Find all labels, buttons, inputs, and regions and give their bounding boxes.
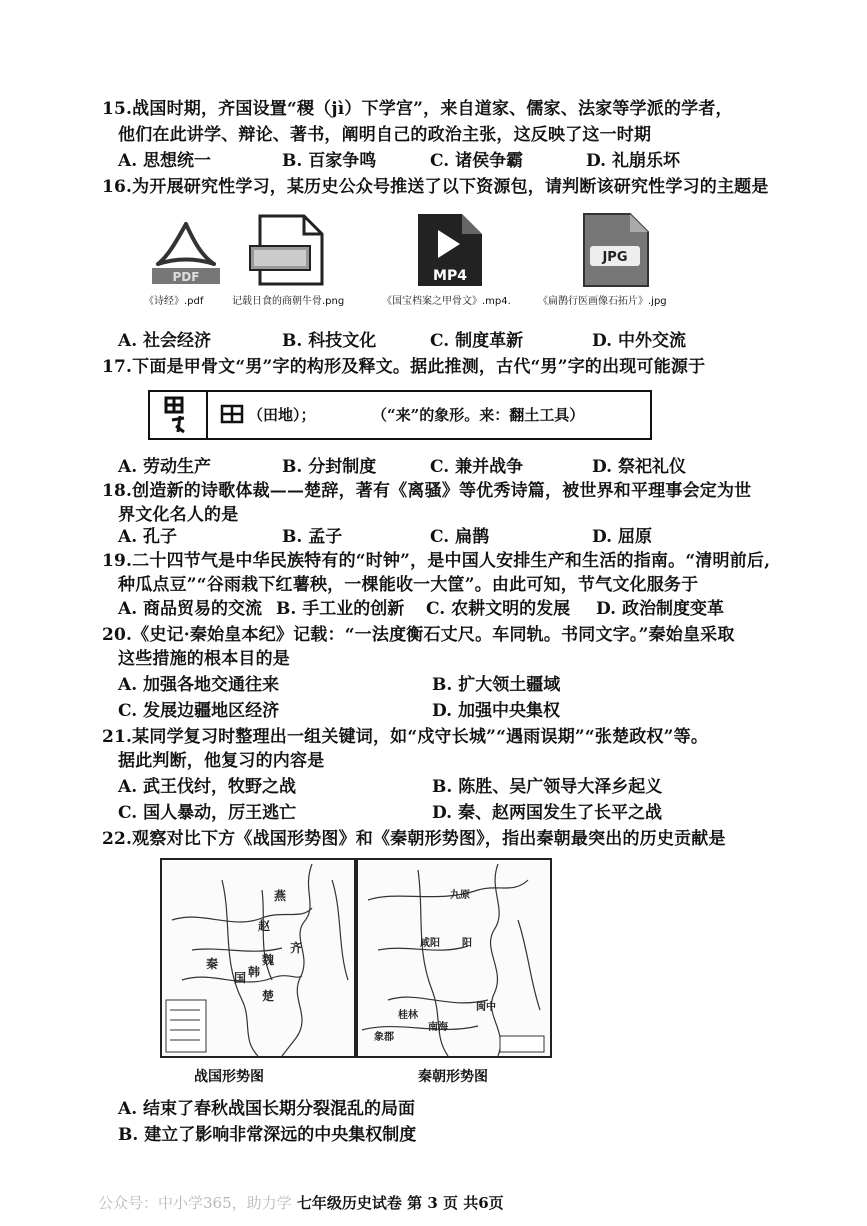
- png-icon: [246, 212, 332, 288]
- map2-label-yang: 阳: [462, 938, 472, 949]
- q16-option-a[interactable]: A. 社会经济: [118, 331, 212, 351]
- q20-option-d[interactable]: D. 加强中央集权: [432, 701, 560, 721]
- q15-stem-line1: 15.战国时期，齐国设置“稷（jì）下学宫”，来自道家、儒家、法家等学派的学者，: [102, 99, 733, 119]
- warring-states-map-figure: [162, 860, 354, 1056]
- mp4-badge: MP4: [433, 268, 467, 284]
- map1-label-han: 韩: [248, 965, 261, 979]
- map1-label-yan: 燕: [274, 889, 287, 903]
- map2-label-xiangjun: 象郡: [374, 1032, 394, 1043]
- map2-label-nanhai: 南海: [428, 1022, 448, 1033]
- q20-option-c[interactable]: C. 发展边疆地区经济: [118, 701, 280, 721]
- q22-stem-line1: 22.观察对比下方《战国形势图》和《秦朝形势图》，指出秦朝最突出的历史贡献是: [102, 829, 726, 849]
- file-caption-3: 《国宝档案之甲骨文》.mp4.: [382, 296, 511, 307]
- q18-stem-line2: 界文化名人的是: [118, 505, 239, 525]
- q17-option-c[interactable]: C. 兼并战争: [430, 457, 524, 477]
- file-png: [232, 212, 345, 312]
- pdf-badge: PDF: [172, 270, 200, 284]
- file-caption-1: 《诗经》.pdf: [144, 296, 204, 307]
- q18-option-c[interactable]: C. 扁鹊: [430, 527, 490, 547]
- q20-option-a[interactable]: A. 加强各地交通往来: [118, 675, 280, 695]
- qin-dynasty-map: [356, 858, 552, 1058]
- q16-stem-line1: 16.为开展研究性学习，某历史公众号推送了以下资源包，请判断该研究性学习的主题是: [102, 177, 769, 197]
- oracle-text-tool: （“来”的象形。来：翻土工具）: [372, 406, 585, 424]
- q21-stem-line2: 据此判断，他复习的内容是: [118, 751, 325, 771]
- q19-option-c[interactable]: C. 农耕文明的发展: [426, 599, 571, 619]
- q22-option-a[interactable]: A. 结束了春秋战国长期分裂混乱的局面: [118, 1099, 416, 1119]
- qin-dynasty-map-figure: [358, 860, 550, 1056]
- q21-option-d[interactable]: D. 秦、赵两国发生了长平之战: [432, 803, 662, 823]
- q19-stem-line1: 19.二十四节气是中华民族特有的“时钟”，是中国人安排生产和生活的指南。“清明前后,: [102, 551, 771, 571]
- file-caption-4: 《扁鹊行医画像石拓片》.jpg: [538, 296, 667, 307]
- q22-option-b[interactable]: B. 建立了影响非常深远的中央集权制度: [118, 1125, 417, 1145]
- q15-stem-line2: 他们在此讲学、辩论、著书，阐明自己的政治主张，这反映了这一时期: [118, 125, 652, 145]
- q19-option-b[interactable]: B. 手工业的创新: [276, 599, 405, 619]
- q16-option-c[interactable]: C. 制度革新: [430, 331, 524, 351]
- q19-stem-line2: 种瓜点豆”“谷雨栽下红薯秧，一棵能收一大筐”。由此可知，节气文化服务于: [118, 575, 699, 595]
- footer-title: 七年级历史试卷: [296, 1194, 402, 1212]
- map1-label-qi: 齐: [290, 941, 303, 955]
- map1-label-guo: 国: [234, 971, 247, 985]
- map2-label-xianyang: 咸阳: [420, 938, 440, 949]
- map2-label-minzhong: 闽中: [476, 1002, 496, 1013]
- q15-option-c[interactable]: C. 诸侯争霸: [430, 151, 524, 171]
- jpg-badge: JPG: [602, 250, 628, 265]
- oracle-bone-table: [148, 390, 652, 440]
- map2-label-guilin: 桂林: [398, 1010, 418, 1021]
- q20-option-b[interactable]: B. 扩大领土疆域: [432, 675, 561, 695]
- q19-option-a[interactable]: A. 商品贸易的交流: [118, 599, 263, 619]
- q21-option-a[interactable]: A. 武王伐纣，牧野之战: [118, 777, 297, 797]
- map1-label-qin: 秦: [206, 957, 219, 971]
- q17-option-d[interactable]: D. 祭祀礼仪: [592, 457, 686, 477]
- q17-option-a[interactable]: A. 劳动生产: [118, 457, 212, 477]
- q16-option-d[interactable]: D. 中外交流: [592, 331, 686, 351]
- oracle-glyph-cell: [150, 392, 208, 438]
- file-caption-2: 记载日食的商朝牛骨.png: [232, 296, 345, 307]
- page-footer: [98, 1192, 504, 1213]
- q21-option-b[interactable]: B. 陈胜、吴广领导大泽乡起义: [432, 777, 663, 797]
- q17-stem-line1: 17.下面是甲骨文“男”字的构形及释文。据此推测，古代“男”字的出现可能源于: [102, 357, 706, 377]
- map1-label-wei: 魏: [262, 953, 275, 967]
- footer-page-number: 第 3 页 共6页: [407, 1194, 504, 1212]
- jpg-icon: [578, 212, 654, 288]
- map1-caption: 战国形势图: [194, 1069, 264, 1085]
- file-jpg: [538, 212, 667, 312]
- oracle-text-field: （田地）；: [248, 406, 316, 424]
- q15-option-d[interactable]: D. 礼崩乐坏: [586, 151, 680, 171]
- q18-option-a[interactable]: A. 孔子: [118, 527, 178, 547]
- map2-caption: 秦朝形势图: [418, 1069, 488, 1085]
- q15-option-a[interactable]: A. 思想统一: [118, 151, 212, 171]
- pdf-icon: [146, 212, 226, 288]
- file-mp4: [382, 212, 511, 312]
- file-pdf: [146, 212, 226, 312]
- q17-option-b[interactable]: B. 分封制度: [282, 457, 377, 477]
- oracle-tian-glyph-icon: [220, 404, 244, 424]
- q18-option-b[interactable]: B. 孟子: [282, 527, 343, 547]
- q18-stem-line1: 18.创造新的诗歌体裁——楚辞，著有《离骚》等优秀诗篇，被世界和平理事会定为世: [102, 481, 752, 501]
- footer-watermark: 公众号：中小学365，助力学: [98, 1194, 292, 1212]
- q20-stem-line2: 这些措施的根本目的是: [118, 649, 290, 669]
- oracle-nan-glyph-icon: [150, 392, 206, 438]
- mp4-icon: [412, 212, 488, 288]
- q20-stem-line1: 20.《史记·秦始皇本纪》记载：“一法度衡石丈尺。车同轨。书同文字。”秦始皇采取: [102, 625, 735, 645]
- q21-stem-line1: 21.某同学复习时整理出一组关键词，如“戍守长城”“遇雨误期”“张楚政权”等。: [102, 727, 709, 747]
- q16-option-b[interactable]: B. 科技文化: [282, 331, 377, 351]
- map1-label-zhao: 赵: [258, 919, 271, 933]
- q15-option-b[interactable]: B. 百家争鸣: [282, 151, 377, 171]
- warring-states-map: [160, 858, 356, 1058]
- map1-label-chu: 楚: [262, 989, 275, 1003]
- q19-option-d[interactable]: D. 政治制度变革: [596, 599, 724, 619]
- q21-option-c[interactable]: C. 国人暴动，厉王逃亡: [118, 803, 297, 823]
- map2-label-jiuyuan: 九原: [450, 890, 470, 901]
- q18-option-d[interactable]: D. 屈原: [592, 527, 652, 547]
